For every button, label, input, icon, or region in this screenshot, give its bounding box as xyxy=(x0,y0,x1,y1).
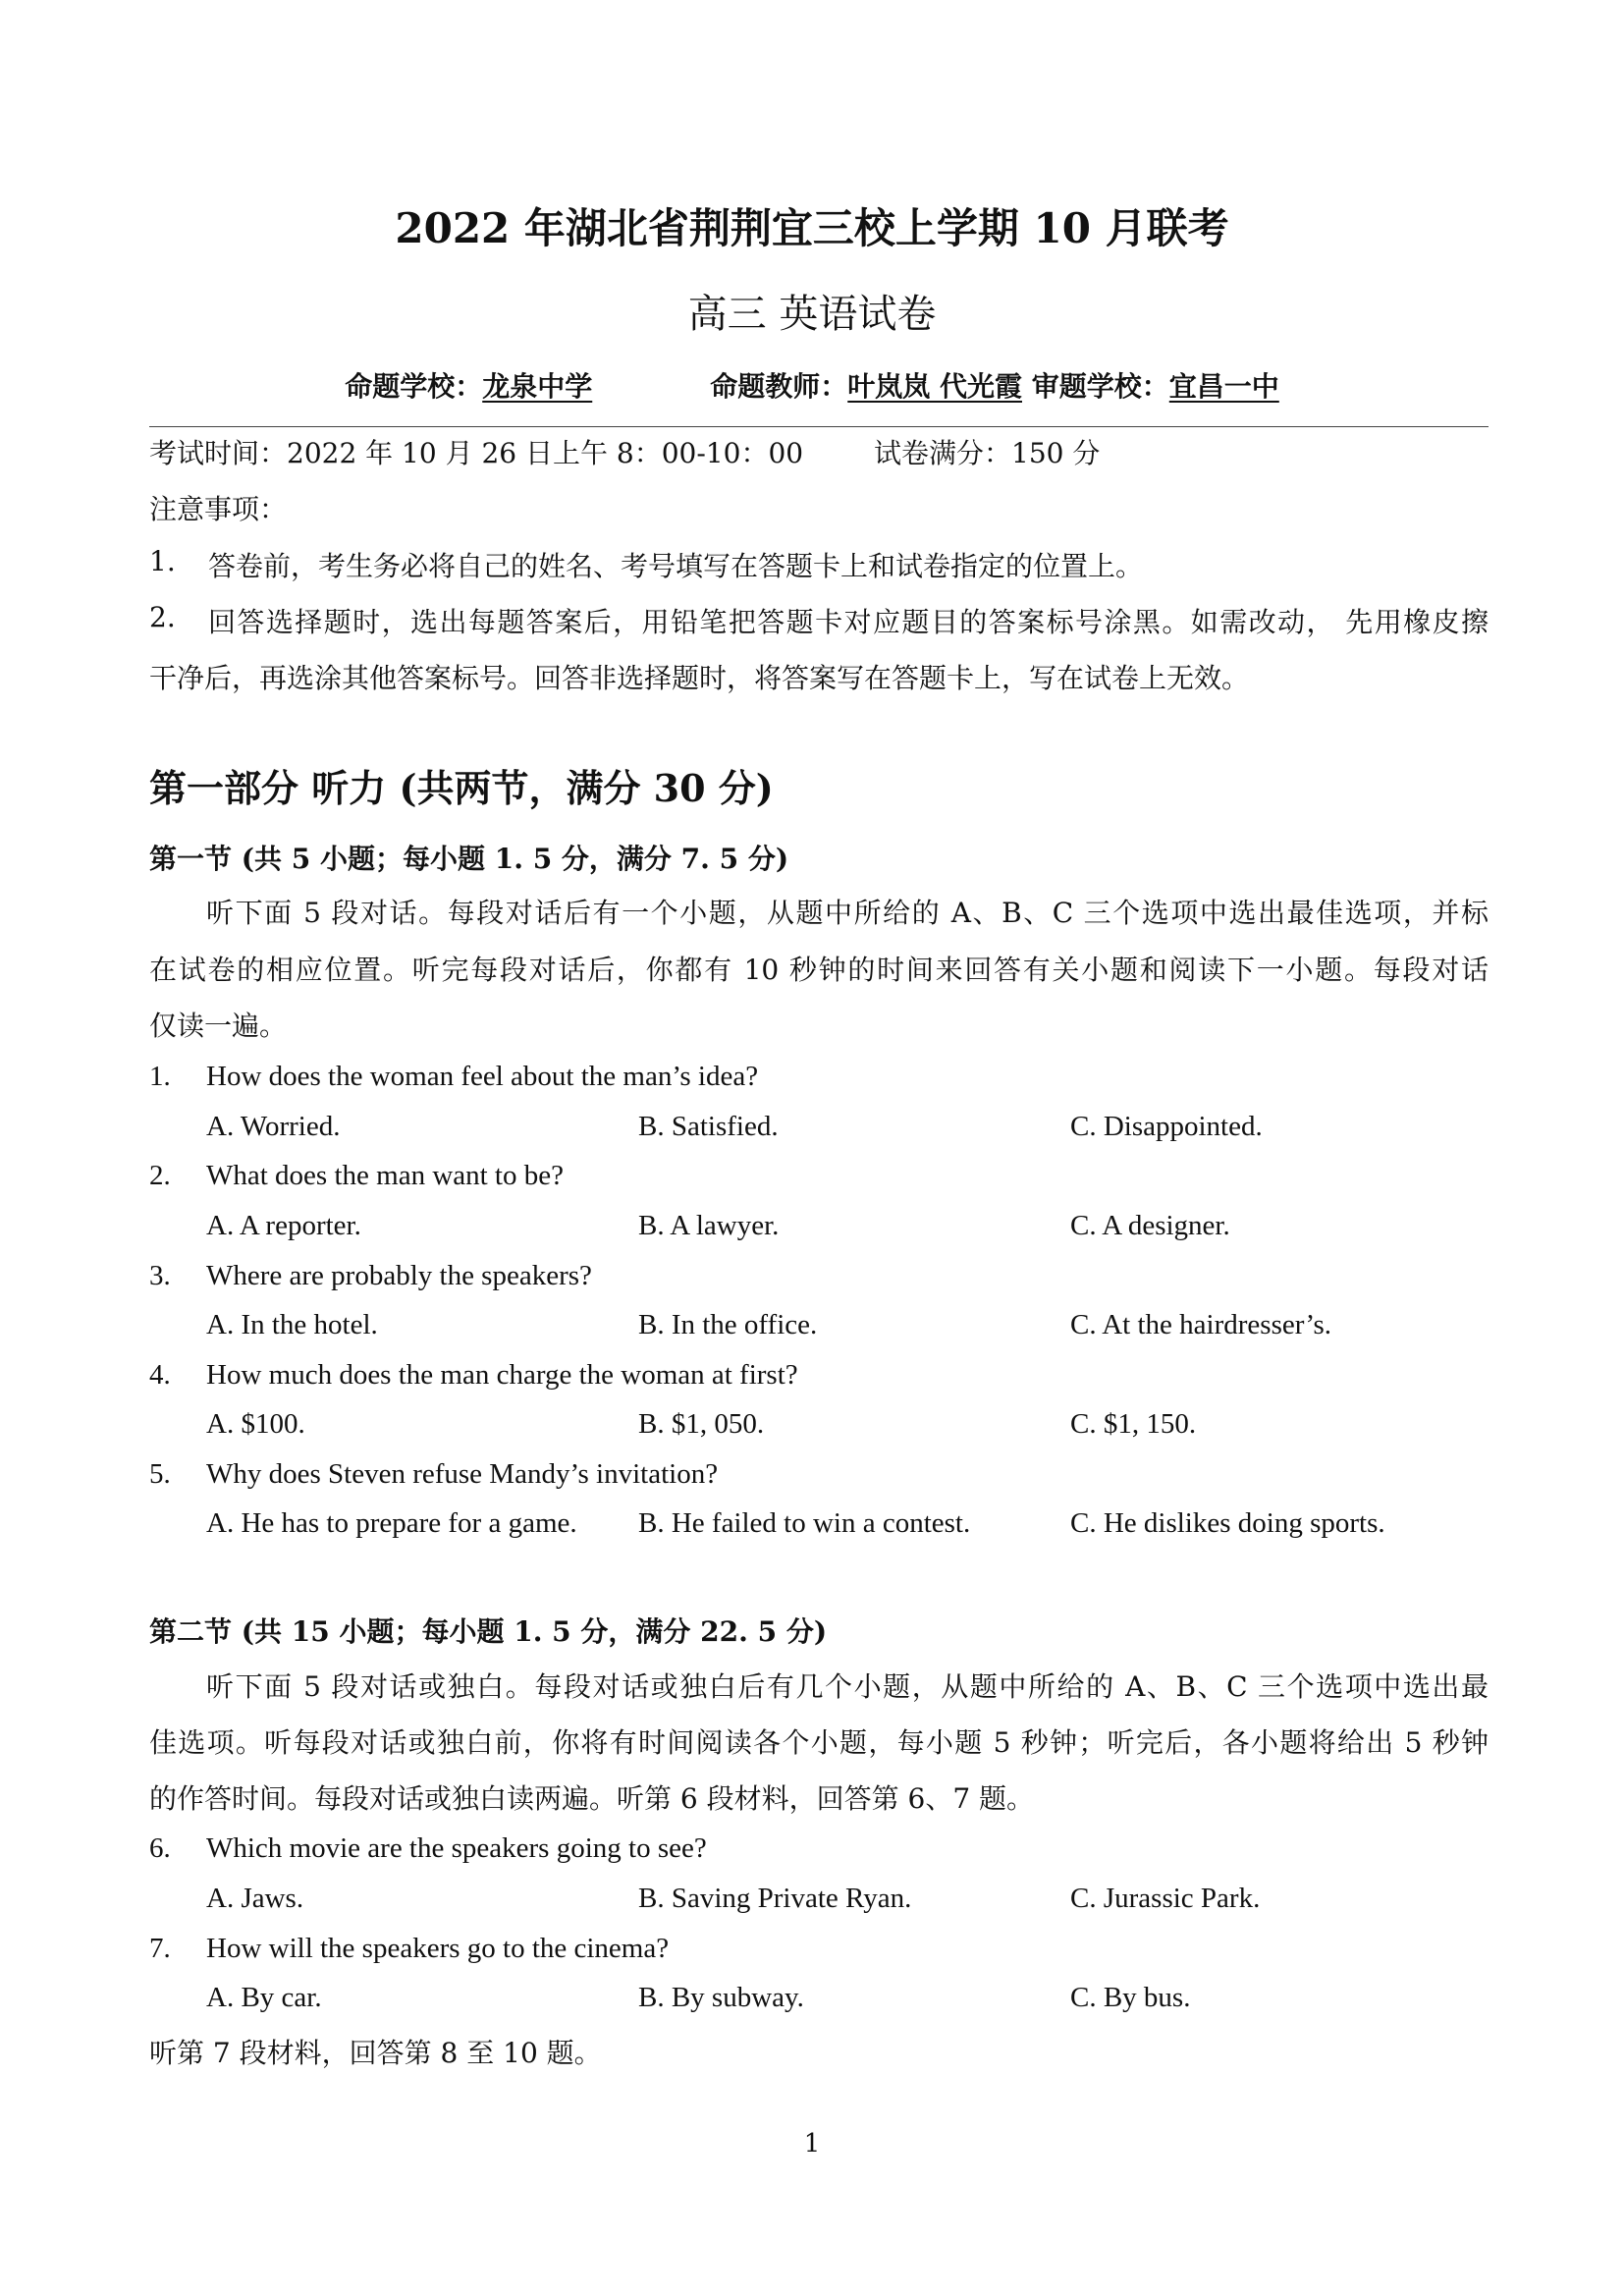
question-number: 3. xyxy=(149,1260,171,1291)
teacher-names: 叶岚岚 代光霞 xyxy=(847,370,1022,403)
section1-title: 第一节 (共 5 小题；每小题 1. 5 分，满分 7. 5 分) xyxy=(149,843,789,875)
option-b: B. He failed to win a contest. xyxy=(638,1507,971,1539)
part1-title: 第一部分 听力 (共两节，满分 30 分) xyxy=(149,766,774,810)
option-a: A. By car. xyxy=(206,1982,322,2013)
question-text: Which movie are the speakers going to see? xyxy=(206,1832,707,1864)
question-text: Why does Steven refuse Mandy’s invitation? xyxy=(206,1458,719,1490)
page-number: 1 xyxy=(803,2129,821,2158)
question-number: 5. xyxy=(149,1458,171,1490)
section2-instr-3: 的作答时间。每段对话或独白读两遍。听第 6 段材料，回答第 6、7 题。 xyxy=(149,1782,1035,1815)
question-text: What does the man want to be? xyxy=(206,1160,564,1191)
question-number: 2. xyxy=(149,1160,171,1191)
next-material-note: 听第 7 段材料，回答第 8 至 10 题。 xyxy=(149,2037,602,2069)
teacher-label: 命题教师： xyxy=(710,370,848,403)
review-school: 宜昌一中 xyxy=(1168,370,1279,403)
option-b: B. In the office. xyxy=(638,1309,818,1340)
question-number: 6. xyxy=(149,1832,171,1864)
exam-time: 考试时间：2022 年 10 月 26 日上午 8：00-10：00 xyxy=(149,437,804,469)
section2-instr-1: 听下面 5 段对话或独白。每段对话或独白后有几个小题，从题中所给的 A、B、C 三个选项中选出最 xyxy=(206,1670,1489,1703)
option-a: A. He has to prepare for a game. xyxy=(206,1507,577,1539)
question-text: How much does the man charge the woman at first? xyxy=(206,1359,798,1391)
section1-instr-3: 仅读一遍。 xyxy=(149,1010,288,1042)
school-label: 命题学校： xyxy=(345,370,483,403)
question-number: 4. xyxy=(149,1359,171,1391)
option-a: A. A reporter. xyxy=(206,1210,361,1241)
exam-meta xyxy=(0,365,1624,405)
notice-item-2-cont: 干净后，再选涂其他答案标号。回答非选择题时，将答案写在答题卡上，写在试卷上无效。 xyxy=(149,662,1250,694)
option-c: C. Jurassic Park. xyxy=(1070,1883,1261,1914)
full-marks: 试卷满分：150 分 xyxy=(874,437,1101,469)
option-c: C. $1, 150. xyxy=(1070,1408,1197,1440)
section1-instr-1: 听下面 5 段对话。每段对话后有一个小题，从题中所给的 A、B、C 三个选项中选出最佳选项，并标 xyxy=(206,897,1489,929)
option-c: C. By bus. xyxy=(1070,1982,1191,2013)
option-a: A. Worried. xyxy=(206,1111,341,1142)
exam-title: 2022 年湖北省荆荆宜三校上学期 10 月联考 xyxy=(395,204,1229,252)
notice-title: 注意事项： xyxy=(149,493,288,525)
option-b: B. Saving Private Ryan. xyxy=(638,1883,912,1914)
question-text: How will the speakers go to the cinema? xyxy=(206,1933,670,1964)
option-c: C. He dislikes doing sports. xyxy=(1070,1507,1385,1539)
option-b: B. $1, 050. xyxy=(638,1408,765,1440)
notice-item-1: 答卷前，考生务必将自己的姓名、考号填写在答题卡上和试卷指定的位置上。 xyxy=(208,550,1144,582)
option-b: B. Satisfied. xyxy=(638,1111,779,1142)
question-text: Where are probably the speakers? xyxy=(206,1260,592,1291)
notice-item-2: 回答选择题时，选出每题答案后，用铅笔把答题卡对应题目的答案标号涂黑。如需改动， 先用橡皮擦 xyxy=(208,606,1489,638)
option-b: B. By subway. xyxy=(638,1982,804,2013)
section2-instr-2: 佳选项。听每段对话或独白前，你将有时间阅读各个小题，每小题 5 秒钟；听完后，各小题将给出 5 秒钟 xyxy=(149,1726,1489,1759)
header-divider xyxy=(149,426,1489,427)
notice-item-1-num: 1. xyxy=(149,545,176,577)
option-b: B. A lawyer. xyxy=(638,1210,780,1241)
exam-subtitle: 高三 英语试卷 xyxy=(687,292,937,337)
option-a: A. $100. xyxy=(206,1408,305,1440)
notice-item-2-num: 2. xyxy=(149,601,176,633)
option-a: A. Jaws. xyxy=(206,1883,304,1914)
option-c: C. A designer. xyxy=(1070,1210,1230,1241)
option-c: C. Disappointed. xyxy=(1070,1111,1263,1142)
section1-instr-2: 在试卷的相应位置。听完每段对话后，你都有 10 秒钟的时间来回答有关小题和阅读下一小题。每段对话 xyxy=(149,954,1489,986)
option-a: A. In the hotel. xyxy=(206,1309,378,1340)
question-number: 1. xyxy=(149,1061,171,1092)
review-label: 审题学校： xyxy=(1031,370,1169,403)
section2-title: 第二节 (共 15 小题；每小题 1. 5 分，满分 22. 5 分) xyxy=(149,1615,828,1648)
option-c: C. At the hairdresser’s. xyxy=(1070,1309,1332,1340)
question-text: How does the woman feel about the man’s idea? xyxy=(206,1061,759,1092)
question-number: 7. xyxy=(149,1933,171,1964)
school-name: 龙泉中学 xyxy=(482,370,593,403)
